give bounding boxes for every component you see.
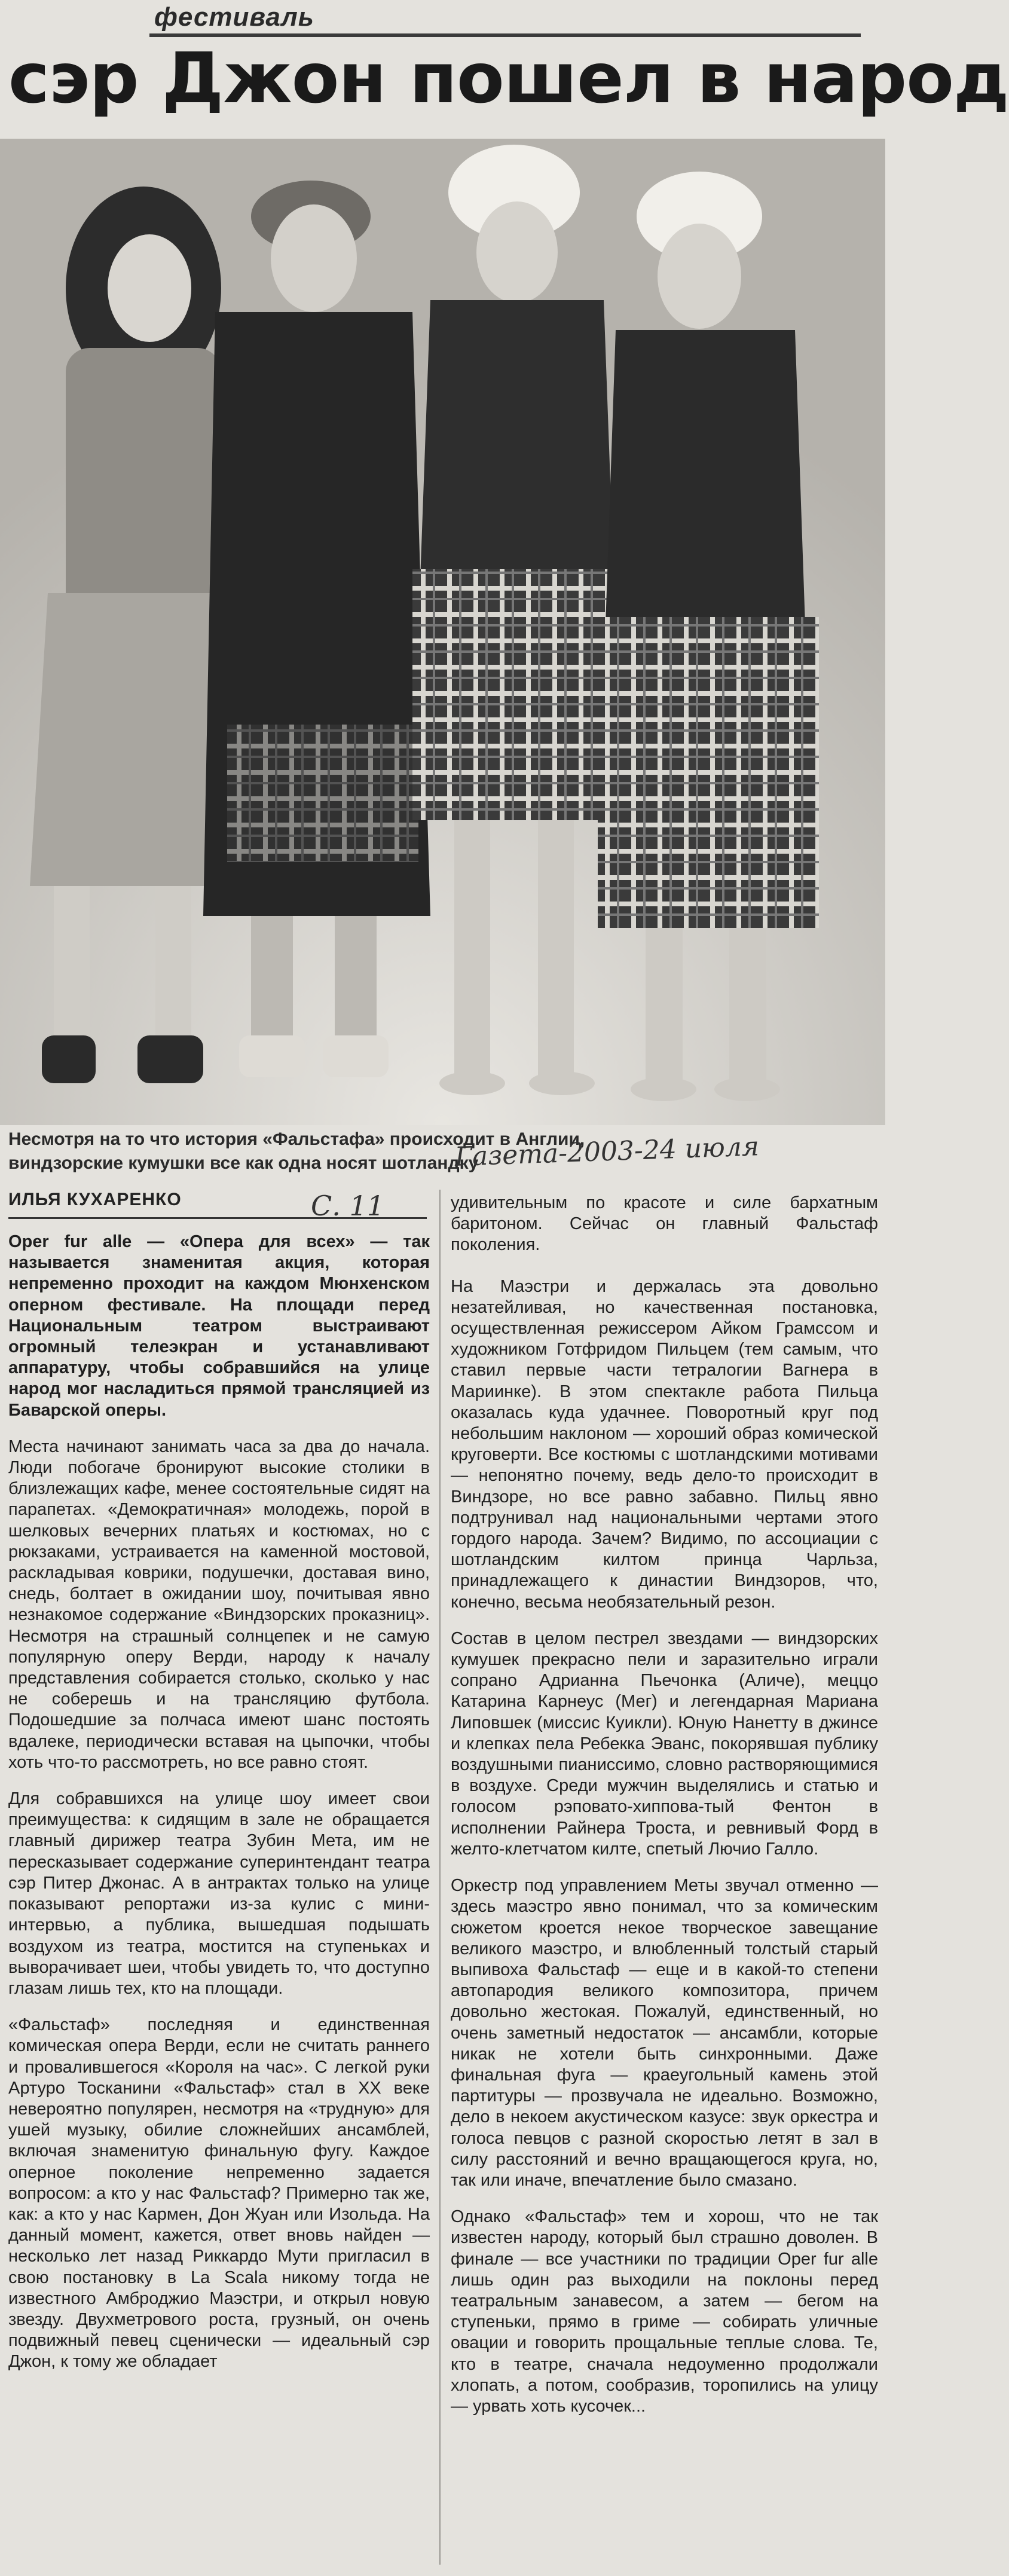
photo-illustration [0, 139, 885, 1125]
handwritten-source-note: Газета-2003-24 июля [454, 1131, 760, 1172]
handwritten-page-note: С. 11 [311, 1190, 384, 1222]
article-paragraph: На Маэстри и держалась эта довольно незатейливая, но качественная постановка, осуществленная режиссером Айком Грамссом и художником Готфридом Пильцем (тем самым, что ставил первые части тетралогии Вагнера в Мариинке). В этом спектакле работа Пильца оказалась куда удачнее. Поворотный круг под небольшим наклоном — хороший образ комической круговерти. Все костюмы с шотландскими мотивами — непонятно почему, ведь дело-то происходит в Виндзоре, но все равно забавно. Пильц явно подтрунивал над национальными чертами этого гордого народа. Зачем? Видимо, по ассоциации с шотландским килтом принца Чарльза, принадлежащего к династии Виндзоров, что, конечно, весьма необязательный резон. [451, 1276, 878, 1612]
headline: сэр Джон пошел в народ [8, 38, 1009, 119]
article-paragraph: Состав в целом пестрел звездами — виндзорских кумушек прекрасно пели и заразительно играли сопрано Адрианна Пьечонка (Аличе), меццо Катарина Карнеус (Мег) и легендарная Мариана Липовшек (миссис Куикли). Юную Нанетту в джинсе и клепках пела Ребекка Эванс, покорявшая публику воздушными пианиссимо, словно растворяющимися в воздухе. Среди мужчин выделялись и статью и голосом рэповато-хиппова-тый Фентон в исполнении Райнера Троста, и ревнивый Форд в желто-клетчатом килте, спетый Лючио Галло. [451, 1628, 878, 1859]
section-rubric: фестиваль [154, 2, 314, 32]
photo-caption: Несмотря на то что история «Фальстафа» происходит в Англии, виндзорские кумушки все как одна носят шотландку [8, 1129, 585, 1173]
author-byline: ИЛЬЯ КУХАРЕНКО [8, 1190, 182, 1209]
article-paragraph: «Фальстаф» последняя и единственная комическая опера Верди, если не считать раннего и провалившегося «Короля на час». С легкой руки Артуро Тосканини «Фальстаф» стал в XX веке невероятно популярен, несмотря на «трудную» для ушей музыку, обилие сложнейших ансамблей, включая знаменитую финальную фугу. Каждое оперное поколение непременно задается вопросом: а кто у нас Фальстаф? Примерно так же, как: а кто у нас Кармен, Дон Жуан или Изольда. На данный момент, кажется, ответ вновь найден — несколько лет назад Риккардо Мути пригласил в свою постановку в La Scala никому тогда не известного Амброджио Маэстри, и открыл новую звезду. Двухметрового роста, грузный, он очень подвижный певец сценически — идеальный сэр Джон, к тому же обладает [8, 2015, 430, 2372]
article-paragraph: Места начинают занимать часа за два до начала. Люди побогаче бронируют высокие столики в близлежащих кафе, менее состоятельные сидят на парапетах. «Демократичная» молодежь, порой в шелковых вечерних платьях и костюмах, но с рюкзаками, устраивается на каменной мостовой, раскладывая коврики, подушечки, доставая вино, снедь, болтает в ожидании шоу, почитывая явно незнакомое содержание «Виндзорских проказниц». Несмотря на страшный солнцепек и не самую популярную оперу Верди, народу к началу представления собирается столько, сколько у нас не соберешь и на трансляцию футбола. Подошедшие за полчаса имеют шанс постоять вдалеке, периодически вставая на цыпочки, чтобы хоть что-то рассмотреть, но все равно стоят. [8, 1437, 430, 1772]
article-photo [0, 139, 885, 1125]
column-divider [439, 1190, 441, 2565]
article-paragraph: Однако «Фальстаф» тем и хорош, что не так известен народу, который был страшно доволен. В финале — все участники по традиции Oper fur alle лишь один раз выходили на поклоны перед театральным занавесом, а затем — бегом на ступеньки, прямо в гриме — собирать уличные овации и говорить прощальные теплые слова. Те, кто в театре, сначала недоуменно продолжали хлопать, а потом, сообразив, торопились на улицу — урвать хоть кусочек... [451, 2207, 878, 2416]
article-column-right [451, 1193, 878, 2571]
article-paragraph: Оркестр под управлением Меты звучал отменно — здесь маэстро явно понимал, что за комическим сюжетом кроется некое творческое завещание великого маэстро, и влюбленный толстый старый выпивоха Фальстаф — еще и в какой-то степени автопародия великого композитора, причем довольно жестокая. Пожалуй, единственный, но очень заметный недостаток — ансамбли, которые никак не хотели быть синхронными. Даже финальная фуга — краеугольный камень этой партитуры — прозвучала не идеально. Возможно, дело в некоем акустическом казусе: звук оркестра и голоса певцов с разной скоростью летят в зал в силу расстояний и вечно вращающегося круга, но, так или иначе, впечатление было смазано. [451, 1876, 878, 2190]
article-lead: Oper fur alle — «Опера для всех» — так называется знаменитая акция, которая непременно проходит на каждом Мюнхенском оперном фестивале. На площади перед Национальным театром выстраивают огромный телеэкран и устанавливают аппаратуру, чтобы собравшийся на улице народ мог насладиться прямой трансляцией из Баварской оперы. [8, 1232, 430, 1420]
article-paragraph-continuation: удивительным по красоте и силе бархатным баритоном. Сейчас он главный Фальстаф поколения. [451, 1193, 878, 1255]
article-column-left [8, 1232, 430, 2571]
article-paragraph: Для собравшихся на улице шоу имеет свои преимущества: к сидящим в зале не обращается главный дирижер театра Зубин Мета, им не пересказывает содержание суперинтендант театра сэр Питер Джонас. А в антрактах только на улице показывают репортажи из-за кулис с мини-интервью, а публика, вышедшая подышать воздухом из театра, мостится на ступеньках и выворачивает шеи, чтобы увидеть то, что доступно глазам лишь тех, кто на площади. [8, 1789, 430, 1998]
